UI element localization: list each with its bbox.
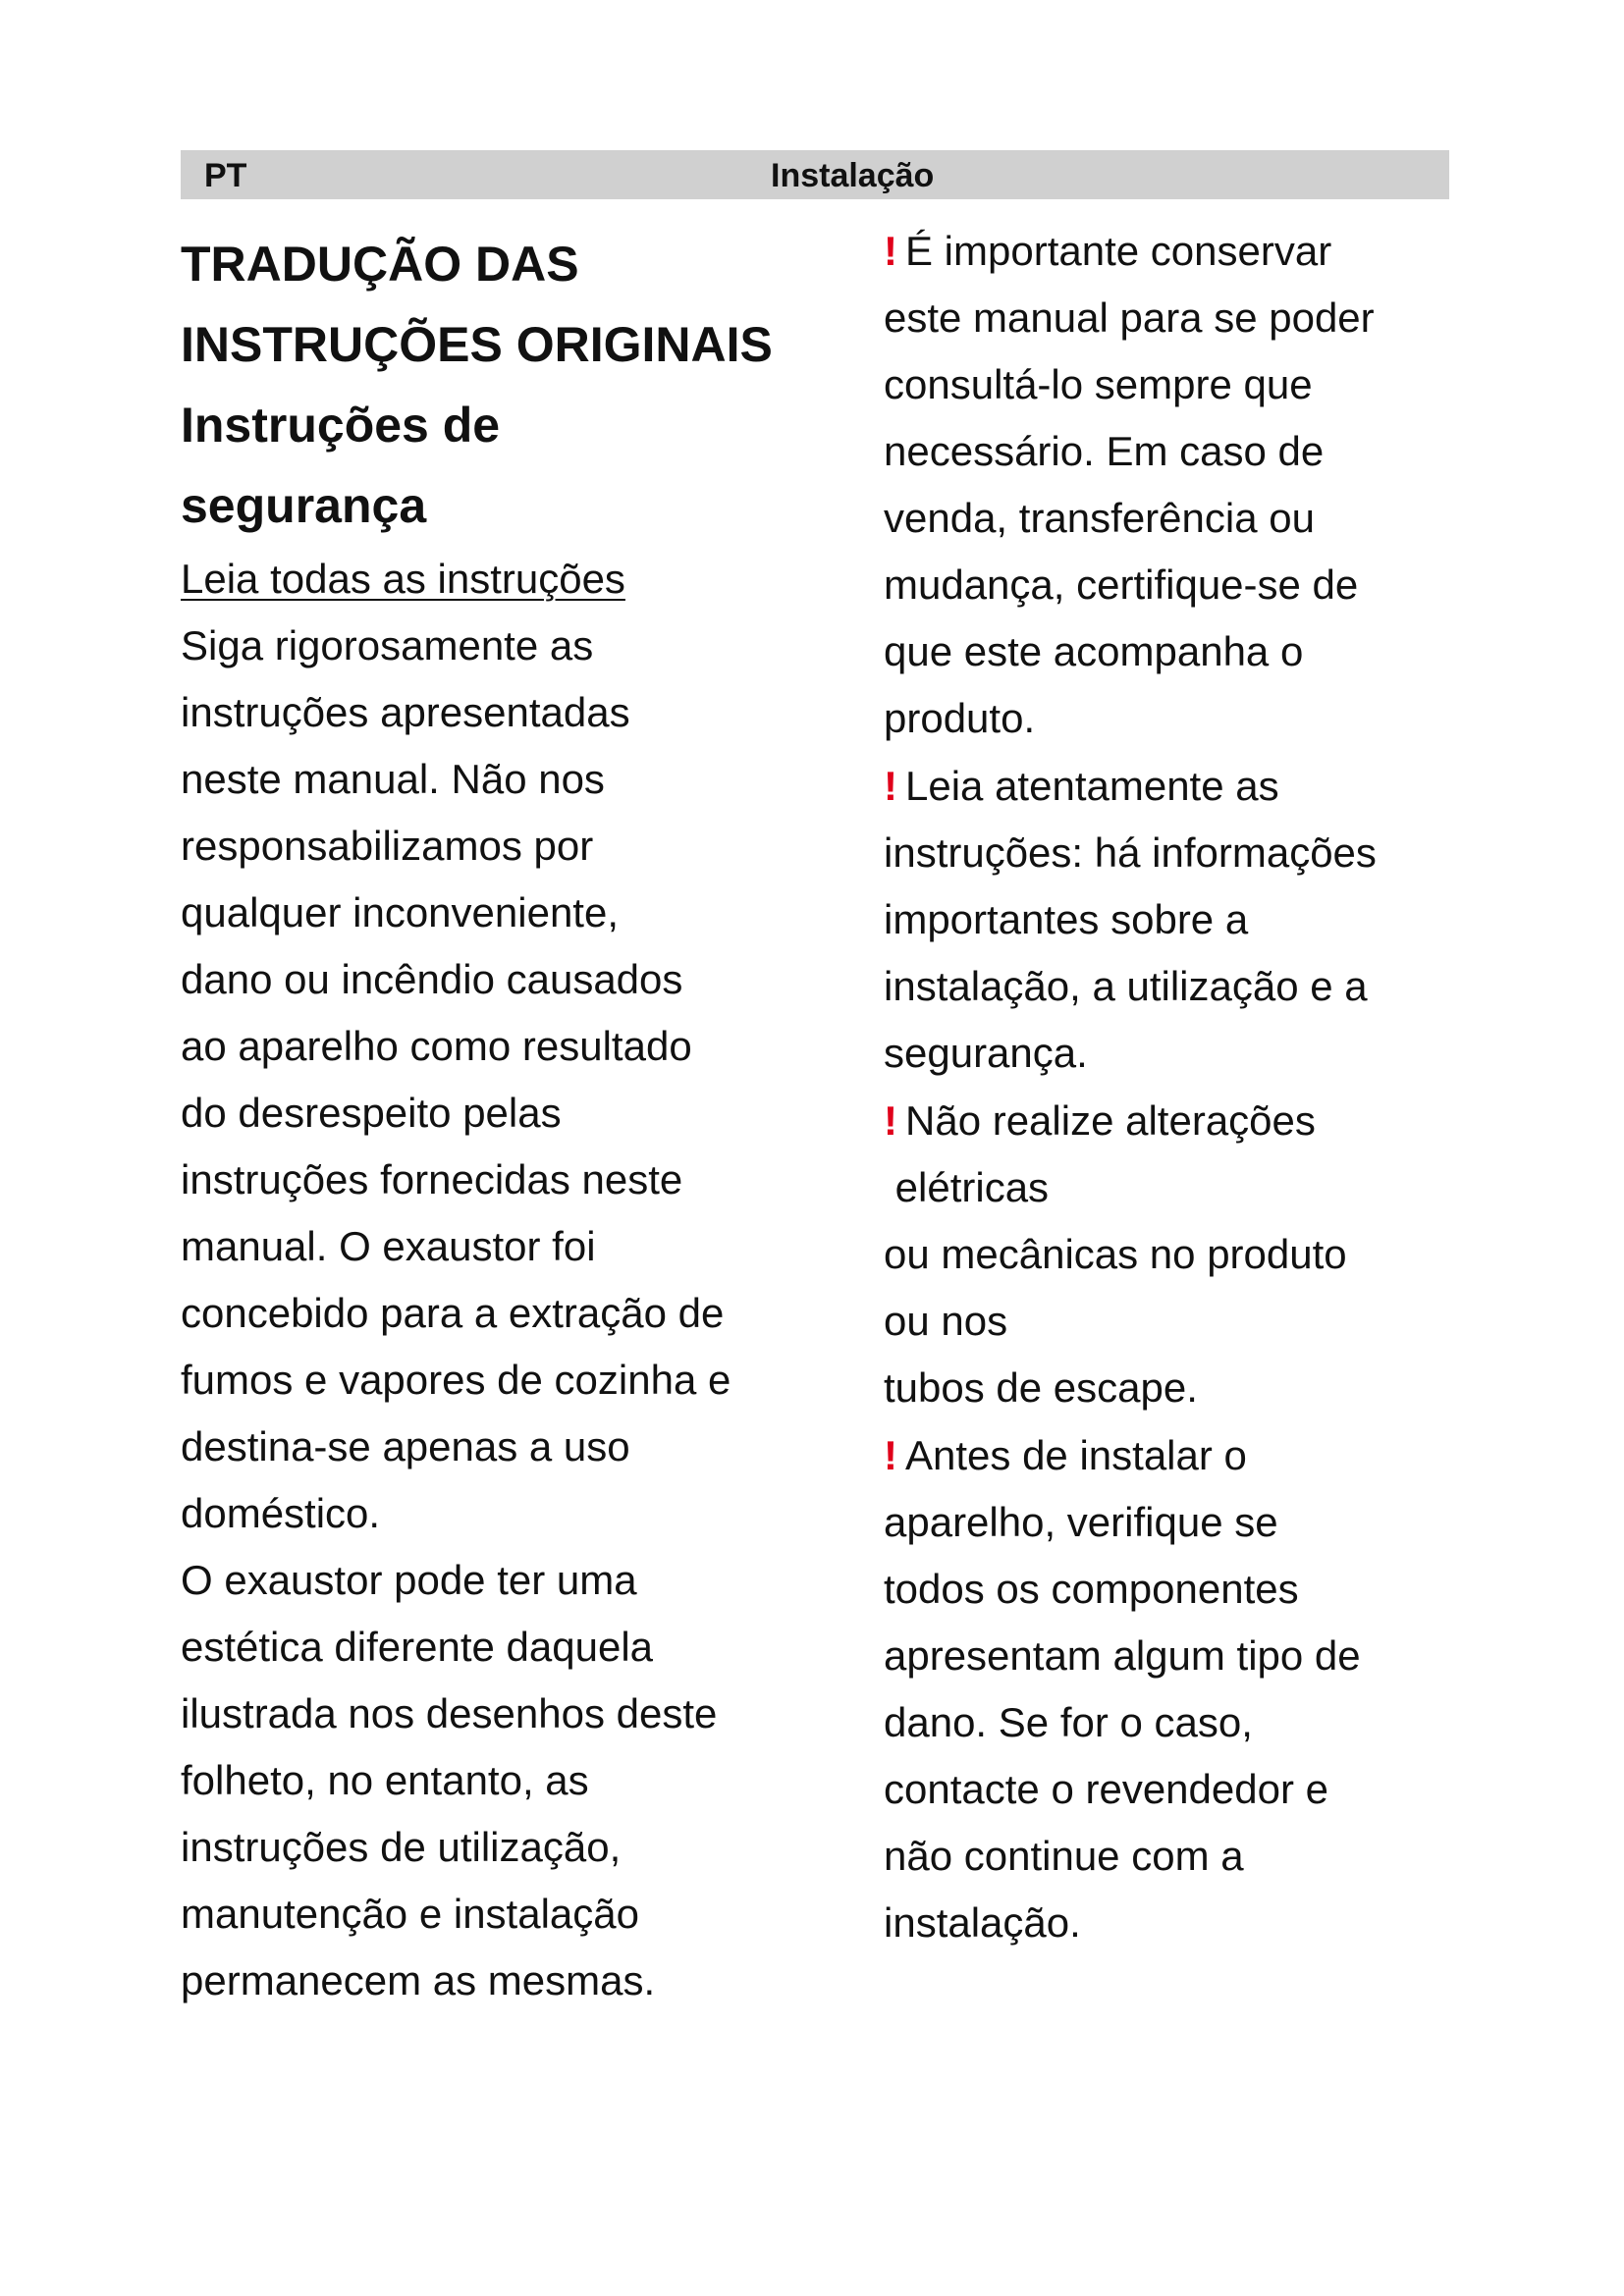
read-all-text: Leia todas as instruções <box>181 556 625 602</box>
document-title-line: TRADUÇÃO DAS <box>181 237 579 292</box>
warning-keep-manual <box>884 218 1453 752</box>
safety-heading-line: segurança <box>181 478 427 533</box>
intro-paragraph <box>181 613 809 1547</box>
text-line: segurança. <box>884 1030 1088 1076</box>
language-code: PT <box>204 157 247 194</box>
text-line: instruções apresentadas <box>181 689 630 735</box>
document-title-line: INSTRUÇÕES ORIGINAIS <box>181 317 773 372</box>
warning-icon: ! <box>884 228 897 274</box>
warning-icon: ! <box>884 1097 897 1144</box>
text-line: Leia atentamente as <box>905 763 1279 809</box>
text-line: que este acompanha o <box>884 628 1304 674</box>
text-line: concebido para a extração de <box>181 1290 725 1336</box>
text-line: permanecem as mesmas. <box>181 1957 656 2003</box>
text-line: destina-se apenas a uso <box>181 1423 630 1469</box>
text-line: do desrespeito pelas <box>181 1090 562 1136</box>
page-header-bar <box>181 150 1449 199</box>
text-line: neste manual. Não nos <box>181 756 605 802</box>
warning-icon: ! <box>884 1432 897 1478</box>
warning-read-carefully <box>884 753 1453 1087</box>
text-line: importantes sobre a <box>884 896 1249 942</box>
text-line: ou mecânicas no produto <box>884 1231 1347 1277</box>
text-line: elétricas <box>884 1164 1050 1210</box>
appearance-paragraph <box>181 1547 809 2014</box>
text-line: produto. <box>884 695 1036 741</box>
text-line: ou nos <box>884 1298 1008 1344</box>
text-line: todos os componentes <box>884 1566 1299 1612</box>
text-line: instruções: há informações <box>884 829 1377 876</box>
warning-icon: ! <box>884 763 897 809</box>
text-line: consultá-lo sempre que <box>884 361 1313 407</box>
text-line: fumos e vapores de cozinha e <box>181 1357 731 1403</box>
left-column <box>181 224 809 2014</box>
text-line: este manual para se poder <box>884 294 1375 341</box>
text-line: doméstico. <box>181 1490 381 1536</box>
warning-no-alterations <box>884 1088 1453 1421</box>
text-line: Não realize alterações <box>905 1097 1316 1144</box>
text-line: ao aparelho como resultado <box>181 1023 692 1069</box>
text-line: dano. Se for o caso, <box>884 1699 1253 1745</box>
safety-instructions-heading <box>181 385 809 546</box>
text-line: Antes de instalar o <box>905 1432 1247 1478</box>
text-line: manual. O exaustor foi <box>181 1223 596 1269</box>
section-title: Instalação <box>771 157 935 194</box>
text-line: venda, transferência ou <box>884 495 1315 541</box>
safety-heading-line: Instruções de <box>181 398 501 453</box>
text-line: instalação. <box>884 1899 1081 1946</box>
text-line: ilustrada nos desenhos deste <box>181 1690 718 1736</box>
text-line: dano ou incêndio causados <box>181 956 683 1002</box>
text-line: O exaustor pode ter uma <box>181 1557 637 1603</box>
text-line: É importante conservar <box>905 228 1332 274</box>
text-line: mudança, certifique-se de <box>884 561 1359 608</box>
warning-check-components <box>884 1422 1453 1956</box>
text-line: necessário. Em caso de <box>884 428 1325 474</box>
document-title <box>181 224 809 385</box>
text-line: estética diferente daquela <box>181 1624 654 1670</box>
text-line: responsabilizamos por <box>181 823 594 869</box>
text-line: manutenção e instalação <box>181 1891 639 1937</box>
text-line: contacte o revendedor e <box>884 1766 1328 1812</box>
text-line: apresentam algum tipo de <box>884 1632 1361 1679</box>
text-line: aparelho, verifique se <box>884 1499 1278 1545</box>
text-line: folheto, no entanto, as <box>181 1757 589 1803</box>
text-line: instruções fornecidas neste <box>181 1156 683 1202</box>
right-column <box>884 218 1453 1957</box>
text-line: tubos de escape. <box>884 1364 1198 1411</box>
text-line: qualquer inconveniente, <box>181 889 620 935</box>
read-all-instructions <box>181 546 809 613</box>
text-line: instruções de utilização, <box>181 1824 622 1870</box>
text-line: não continue com a <box>884 1833 1244 1879</box>
text-line: Siga rigorosamente as <box>181 622 594 668</box>
text-line: instalação, a utilização e a <box>884 963 1368 1009</box>
